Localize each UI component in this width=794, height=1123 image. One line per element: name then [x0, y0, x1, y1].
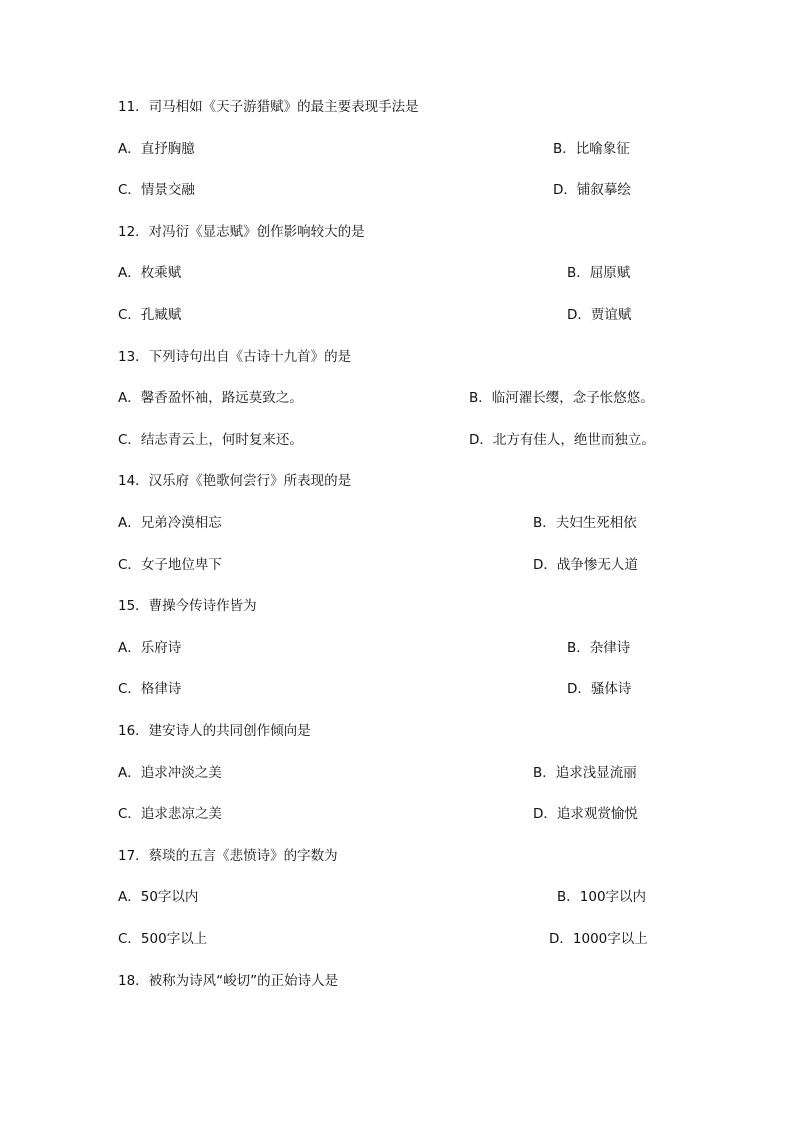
option-a: A．50字以内 — [118, 889, 199, 906]
option-c: C．结志青云上，何时复来还。 — [118, 431, 303, 448]
option-c: C．女子地位卑下 — [118, 556, 222, 573]
option-d: D．贾谊赋 — [567, 307, 632, 323]
option-d: D．北方有佳人，绝世而独立。 — [469, 431, 655, 448]
question-stem: 11．司马相如《天子游猎赋》的最主要表现手法是 — [118, 99, 419, 115]
option-d: D．铺叙摹绘 — [553, 182, 631, 199]
option-a: A．兄弟冷漠相忘 — [118, 515, 222, 531]
option-b: B．屈原赋 — [567, 265, 631, 282]
option-a: A．追求冲淡之美 — [118, 764, 222, 781]
question-stem: 14．汉乐府《艳歌何尝行》所表现的是 — [118, 473, 352, 490]
option-c: C．500字以上 — [118, 931, 208, 947]
option-b: B．杂律诗 — [567, 639, 631, 656]
option-c: C．格律诗 — [118, 681, 182, 698]
question-stem: 15．曹操今传诗作皆为 — [118, 598, 257, 615]
option-d: D．追求观赏愉悦 — [533, 806, 638, 823]
option-b: B．夫妇生死相依 — [533, 515, 637, 531]
option-c: C．追求悲凉之美 — [118, 806, 222, 823]
option-b: B．临河濯长缨，念子怅悠悠。 — [469, 390, 654, 407]
option-a: A．直抒胸臆 — [118, 140, 195, 157]
question-stem: 13．下列诗句出自《古诗十九首》的是 — [118, 348, 352, 365]
option-d: D．战争惨无人道 — [533, 556, 638, 573]
question-stem: 18．被称为诗风“峻切”的正始诗人是 — [118, 972, 339, 989]
option-a: A．馨香盈怀袖，路远莫致之。 — [118, 390, 303, 407]
option-c: C．孔臧赋 — [118, 307, 182, 323]
question-stem: 16．建安诗人的共同创作倾向是 — [118, 723, 311, 739]
question-stem: 12．对冯衍《显志赋》创作影响较大的是 — [118, 223, 365, 240]
option-c: C．情景交融 — [118, 182, 195, 199]
option-b: B．追求浅显流丽 — [533, 764, 637, 781]
option-b: B．100字以内 — [557, 889, 647, 906]
option-a: A．枚乘赋 — [118, 265, 182, 282]
option-b: B．比喻象征 — [553, 140, 630, 157]
option-d: D．骚体诗 — [567, 681, 632, 698]
option-d: D．1000字以上 — [549, 931, 648, 947]
option-a: A．乐府诗 — [118, 639, 182, 656]
question-stem: 17．蔡琰的五言《悲愤诗》的字数为 — [118, 847, 338, 864]
